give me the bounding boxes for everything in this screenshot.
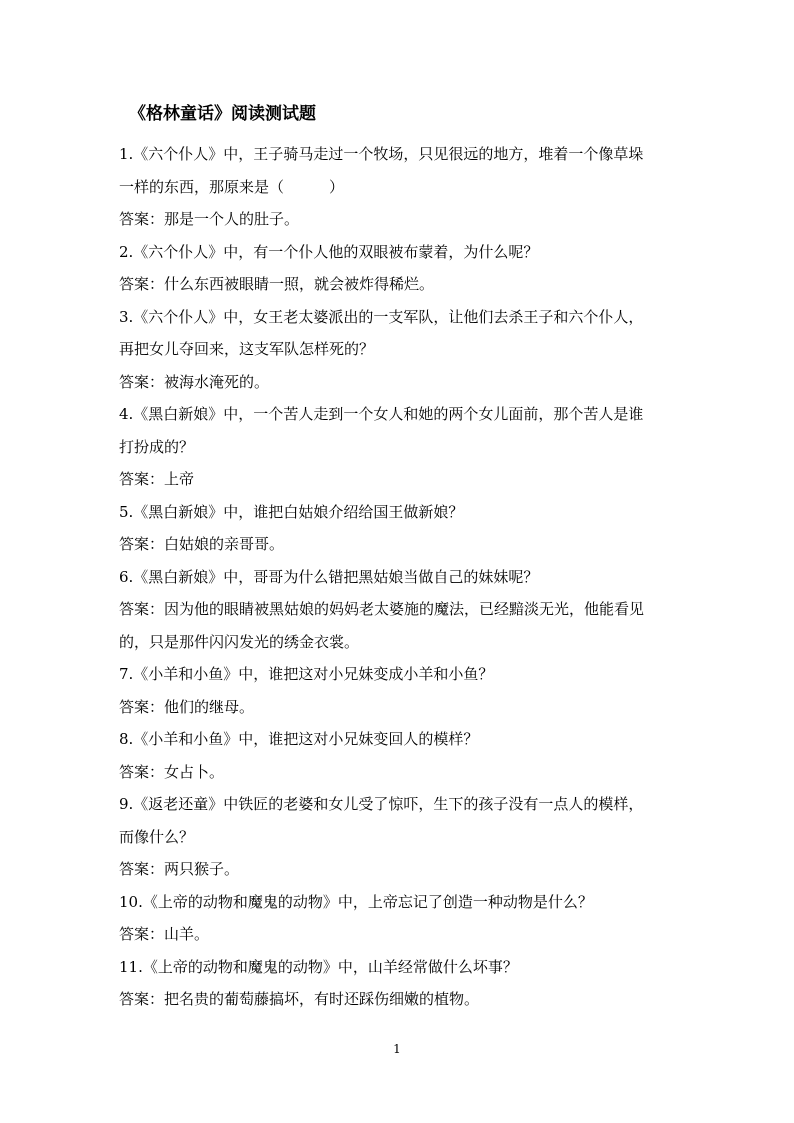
question-text: 9.《返老还童》中铁匠的老婆和女儿受了惊吓，生下的孩子没有一点人的模样， (119, 795, 644, 813)
answer-text: 答案：白姑娘的亲哥哥。 (119, 535, 285, 553)
question-item (119, 561, 679, 659)
question-text: 6.《黑白新娘》中，哥哥为什么错把黑姑娘当做自己的妹妹呢？ (119, 567, 539, 586)
question-item (119, 951, 679, 1016)
answer-text: 答案：两只猴子。 (119, 860, 240, 878)
question-item (119, 658, 679, 723)
question-item (119, 138, 679, 236)
question-text: 10.《上帝的动物和魔鬼的动物》中，上帝忘记了创造一种动物是什么？ (119, 892, 593, 911)
answer-text: 答案：他们的继母。 (119, 697, 255, 716)
answer-text: 答案：那是一个人的肚子。 (119, 210, 300, 228)
question-text: 4.《黑白新娘》中，一个苦人走到一个女人和她的两个女儿面前，那个苦人是谁 (119, 405, 644, 423)
question-text: 8.《小羊和小鱼》中，谁把这对小兄妹变回人的模样？ (119, 730, 479, 748)
question-item (119, 496, 679, 561)
question-text: 11.《上帝的动物和魔鬼的动物》中，山羊经常做什么坏事？ (119, 957, 518, 976)
answer-text: 答案：上帝 (119, 470, 195, 488)
question-list (119, 138, 679, 1016)
question-item (119, 236, 679, 301)
answer-text: 答案：因为他的眼睛被黑姑娘的妈妈老太婆施的魔法，已经黯淡无光，他能看见 的，只是那件闪闪发光的绣金衣裳。 (119, 600, 645, 651)
answer-text: 答案：什么东西被眼睛一照，就会被炸得稀烂。 (119, 275, 435, 293)
question-item (119, 723, 679, 788)
question-text: 5.《黑白新娘》中，谁把白姑娘介绍给国王做新娘？ (119, 502, 464, 521)
question-text: 一样的东西，那原来是（ ） (119, 177, 345, 196)
question-text: 再把女儿夺回来，这支军队怎样死的？ (119, 340, 375, 358)
question-text: 打扮成的？ (119, 437, 195, 456)
question-text: 7.《小羊和小鱼》中，谁把这对小兄妹变成小羊和小鱼？ (119, 665, 494, 683)
question-item (119, 788, 679, 886)
question-text: 3.《六个仆人》中，女王老太婆派出的一支军队，让他们去杀王子和六个仆人， (119, 307, 644, 326)
answer-text: 答案：把名贵的葡萄藤搞坏，有时还踩伤细嫩的植物。 (119, 990, 480, 1008)
answer-text: 答案：被海水淹死的。 (119, 372, 270, 391)
question-text: 而像什么？ (119, 827, 195, 846)
question-item (119, 886, 679, 951)
document-title: 《格林童话》阅读测试题 (129, 104, 316, 124)
question-item (119, 398, 679, 496)
question-text: 1.《六个仆人》中，王子骑马走过一个牧场，只见很远的地方，堆着一个像草垛 (119, 145, 644, 163)
question-item (119, 301, 679, 399)
question-text: 2.《六个仆人》中，有一个仆人他的双眼被布蒙着，为什么呢？ (119, 242, 539, 261)
document-page (119, 97, 679, 1016)
page-number: 1 (393, 1042, 401, 1056)
answer-text: 答案：女占卜。 (119, 762, 225, 781)
answer-text: 答案：山羊。 (119, 925, 210, 943)
